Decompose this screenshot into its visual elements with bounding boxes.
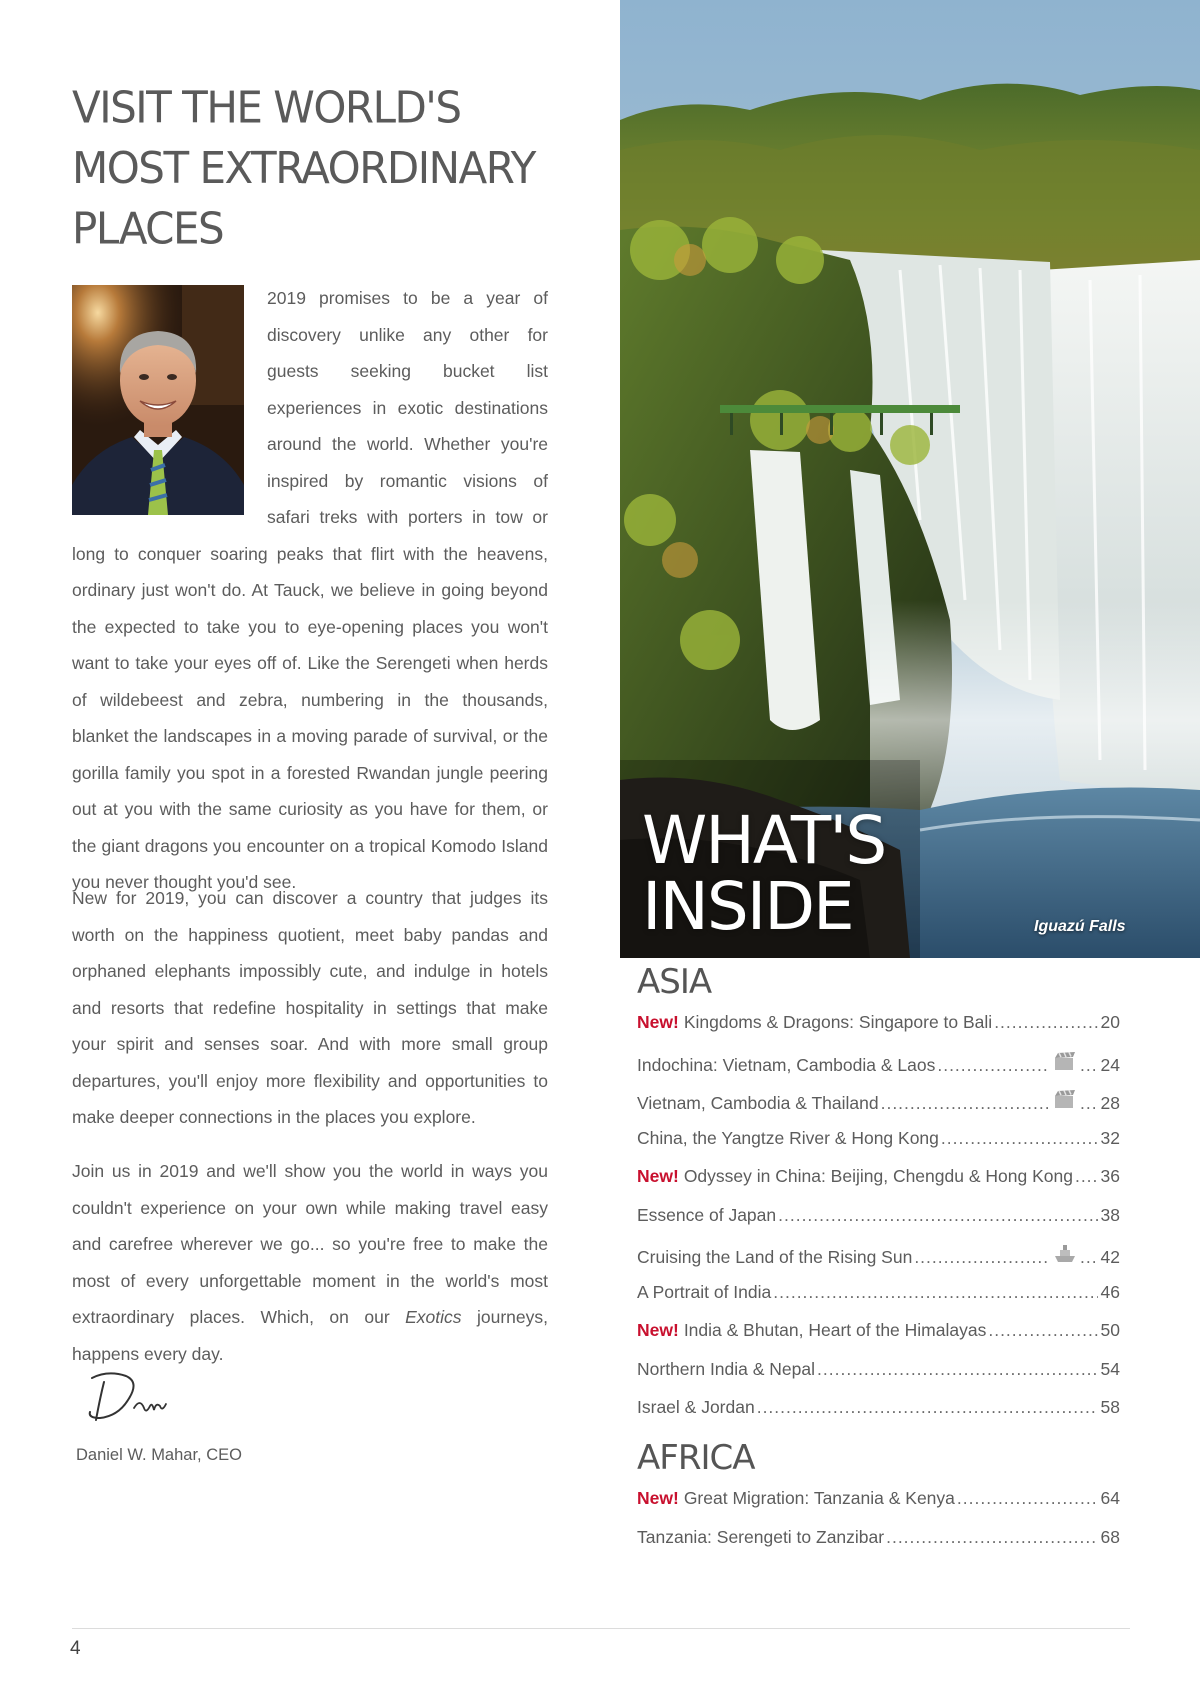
- toc-title: Tanzania: Serengeti to Zanzibar: [637, 1526, 885, 1547]
- toc-title: India & Bhutan, Heart of the Himalayas: [683, 1320, 987, 1340]
- toc-title: Indochina: Vietnam, Cambodia & Laos: [637, 1054, 936, 1075]
- signature-name: Daniel W. Mahar, CEO: [76, 1446, 242, 1464]
- toc-title: Vietnam, Cambodia & Thailand: [637, 1093, 879, 1113]
- toc-page-number: 50: [1100, 1320, 1120, 1340]
- toc-page-number: 32: [1100, 1127, 1120, 1148]
- toc-heading-africa: AFRICA: [637, 1438, 755, 1478]
- dot-leader: [773, 1282, 1098, 1303]
- toc-heading-asia: ASIA: [637, 962, 712, 1002]
- letter-paragraph-2: New for 2019, you can discover a country that judges its worth on the happiness quotient, meet baby pandas and orphaned elephants impossibly cute, and indulge in hotels and resorts that redefine hospitality in settings that make your spirit and senses soar. And with more small group departures, you'll enjoy more flexibility and opportunities to make deeper connections in the places you explore.: [72, 888, 548, 1127]
- dot-leader: [1080, 1093, 1098, 1114]
- toc-title: A Portrait of India: [637, 1281, 772, 1302]
- toc-title: Great Migration: Tanzania & Kenya: [683, 1488, 955, 1508]
- toc-page-number: 54: [1100, 1358, 1120, 1379]
- letter-paragraph-3: [72, 1153, 548, 1372]
- toc-item[interactable]: [637, 1051, 1120, 1090]
- page-number: 4: [70, 1638, 81, 1659]
- dot-leader: [988, 1320, 1098, 1341]
- headline-line: MOST EXTRAORDINARY: [72, 142, 535, 194]
- toc-list-asia: [637, 1012, 1120, 1436]
- toc-item[interactable]: [637, 1012, 1120, 1051]
- toc-item[interactable]: [637, 1282, 1120, 1321]
- paragraph-3-end: journeys, happens every day.: [72, 1307, 548, 1364]
- toc-item[interactable]: [637, 1527, 1120, 1566]
- dot-leader: [881, 1093, 1050, 1114]
- dot-leader: [914, 1247, 1050, 1268]
- toc-page-number: 24: [1100, 1054, 1120, 1075]
- headline-line: PLACES: [72, 202, 224, 254]
- toc-item[interactable]: [637, 1488, 1120, 1527]
- whats-inside-title: [642, 802, 886, 945]
- title-line: INSIDE: [642, 868, 853, 945]
- toc-item[interactable]: [637, 1205, 1120, 1244]
- toc-item[interactable]: [637, 1243, 1120, 1282]
- photo-caption: Iguazú Falls: [1034, 918, 1126, 935]
- toc-title: Kingdoms & Dragons: Singapore to Bali: [683, 1012, 993, 1032]
- dot-leader: [1080, 1055, 1098, 1076]
- toc-page-number: 28: [1100, 1093, 1120, 1113]
- toc-item[interactable]: [637, 1320, 1120, 1359]
- toc-title: Israel & Jordan: [637, 1397, 755, 1417]
- letter-paragraph-1-text: 2019 promises to be a year of discovery unlike any other for guests seeking bucket list experiences in exotic destinations around the world. Whether you're inspired by romantic visions of safari treks with porters in tow or long to conquer soaring peaks that flirt with the heavens, ordinary just won't do. At Tauck, we believe in going beyond the expected to take you to eye-opening places you won't want to take your eyes off of. Like the Serengeti when herds of wildebeest and zebra, numbering in the thousands, blanket the landscapes in a moving parade of survival, or the gorilla family you spot in a forested Rwandan jungle peering out at you with the same curiosity as you have for them, or the giant dragons you encounter on a tropical Komodo Island you never thought you'd see.: [72, 288, 548, 892]
- toc-page-number: 68: [1100, 1526, 1120, 1547]
- exotics-italic: Exotics: [405, 1307, 462, 1327]
- dot-leader: [941, 1128, 1098, 1149]
- headline-line: VISIT THE WORLD'S: [72, 82, 461, 134]
- page-headline: [72, 78, 592, 259]
- toc-title: Cruising the Land of the Rising Sun: [637, 1247, 913, 1267]
- toc-page-number: 38: [1100, 1204, 1120, 1225]
- dot-leader: [994, 1012, 1098, 1033]
- film-icon: [1053, 1089, 1077, 1109]
- title-line: WHAT'S: [642, 802, 886, 879]
- toc-item[interactable]: [637, 1359, 1120, 1398]
- toc-page-number: 64: [1100, 1488, 1120, 1508]
- footer-divider: [72, 1628, 1130, 1629]
- new-badge: New!: [637, 1488, 679, 1508]
- dot-leader: [886, 1527, 1098, 1548]
- new-badge: New!: [637, 1320, 679, 1340]
- new-badge: New!: [637, 1166, 679, 1186]
- paragraph-3-text: Join us in 2019 and we'll show you the world in ways you couldn't experience on your own while making travel easy and carefree wherever we go... so you're free to make the most of every unforgettable moment in the world's most extraordinary places. Which, on our: [72, 1161, 548, 1327]
- toc-page-number: 46: [1100, 1281, 1120, 1302]
- toc-page-number: 58: [1100, 1397, 1120, 1417]
- ceo-portrait: [72, 285, 244, 515]
- ceo-signature: [78, 1368, 188, 1433]
- letter-paragraph-1: [72, 280, 548, 901]
- toc-title: Northern India & Nepal: [637, 1358, 816, 1379]
- dot-leader: [957, 1488, 1098, 1509]
- film-icon: [1053, 1051, 1077, 1071]
- dot-leader: [817, 1359, 1098, 1380]
- ship-icon: [1053, 1243, 1077, 1263]
- toc-page-number: 20: [1100, 1012, 1120, 1032]
- dot-leader: [778, 1205, 1098, 1226]
- toc-item[interactable]: [637, 1397, 1120, 1436]
- toc-list-africa: [637, 1488, 1120, 1565]
- dot-leader: [757, 1397, 1098, 1418]
- toc-title: China, the Yangtze River & Hong Kong: [637, 1127, 939, 1148]
- toc-item[interactable]: [637, 1166, 1120, 1205]
- toc-page-number: 36: [1100, 1166, 1120, 1186]
- toc-page-number: 42: [1100, 1247, 1120, 1267]
- dot-leader: [937, 1055, 1050, 1076]
- toc-title: Odyssey in China: Beijing, Chengdu & Hong Kong: [683, 1166, 1073, 1186]
- toc-item[interactable]: [637, 1089, 1120, 1128]
- new-badge: New!: [637, 1012, 679, 1032]
- dot-leader: [1080, 1247, 1098, 1268]
- toc-item[interactable]: [637, 1128, 1120, 1167]
- toc-title: Essence of Japan: [637, 1204, 777, 1225]
- dot-leader: [1075, 1166, 1098, 1187]
